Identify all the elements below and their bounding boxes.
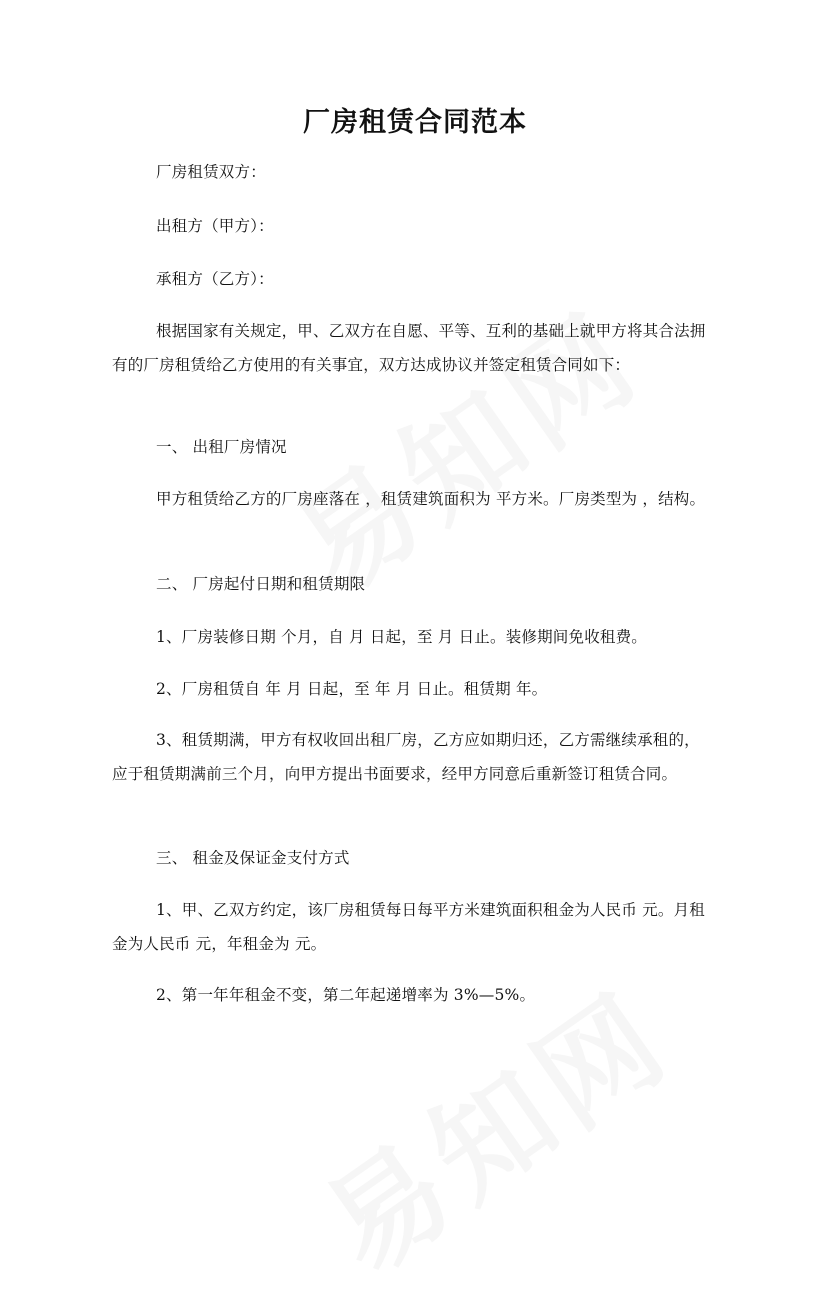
page-title: 厂房租赁合同范本 xyxy=(303,107,527,138)
paragraph-lease-term: 2、厂房租赁自 年 月 日起，至 年 月 日止。租赁期 年。 xyxy=(156,680,548,698)
section-heading-3: 三、 租金及保证金支付方式 xyxy=(156,849,350,867)
paragraph-increase: 2、第一年年租金不变，第二年起递增率为 3%—5%。 xyxy=(156,986,536,1004)
paragraph-parties: 厂房租赁双方： xyxy=(156,163,266,181)
section-heading-1: 一、 出租厂房情况 xyxy=(156,438,287,456)
paragraph-rent: 1、甲、乙双方约定，该厂房租赁每日每平方米建筑面积租金为人民币 元。月租金为人民币 元，年租金为 元。 xyxy=(112,901,705,953)
paragraph-renewal: 3、租赁期满，甲方有权收回出租厂房，乙方应如期归还，乙方需继续承租的，应于租赁期满前三个月，向甲方提出书面要求，经甲方同意后重新签订租赁合同。 xyxy=(112,731,700,783)
section-heading-2: 二、 厂房起付日期和租赁期限 xyxy=(156,575,366,593)
paragraph-preamble: 根据国家有关规定，甲、乙双方在自愿、平等、互利的基础上就甲方将其合法拥有的厂房租赁给乙方使用的有关事宜，双方达成协议并签定租赁合同如下： xyxy=(112,322,706,374)
paragraph-lessee: 承租方（乙方）： xyxy=(156,270,274,288)
paragraph-lessor: 出租方（甲方）： xyxy=(156,217,274,235)
paragraph-renovation: 1、厂房装修日期 个月，自 月 日起，至 月 日止。装修期间免收租费。 xyxy=(156,628,647,646)
paragraph-premises: 甲方租赁给乙方的厂房座落在 ，租赁建筑面积为 平方米。厂房类型为 ，结构。 xyxy=(156,490,706,508)
